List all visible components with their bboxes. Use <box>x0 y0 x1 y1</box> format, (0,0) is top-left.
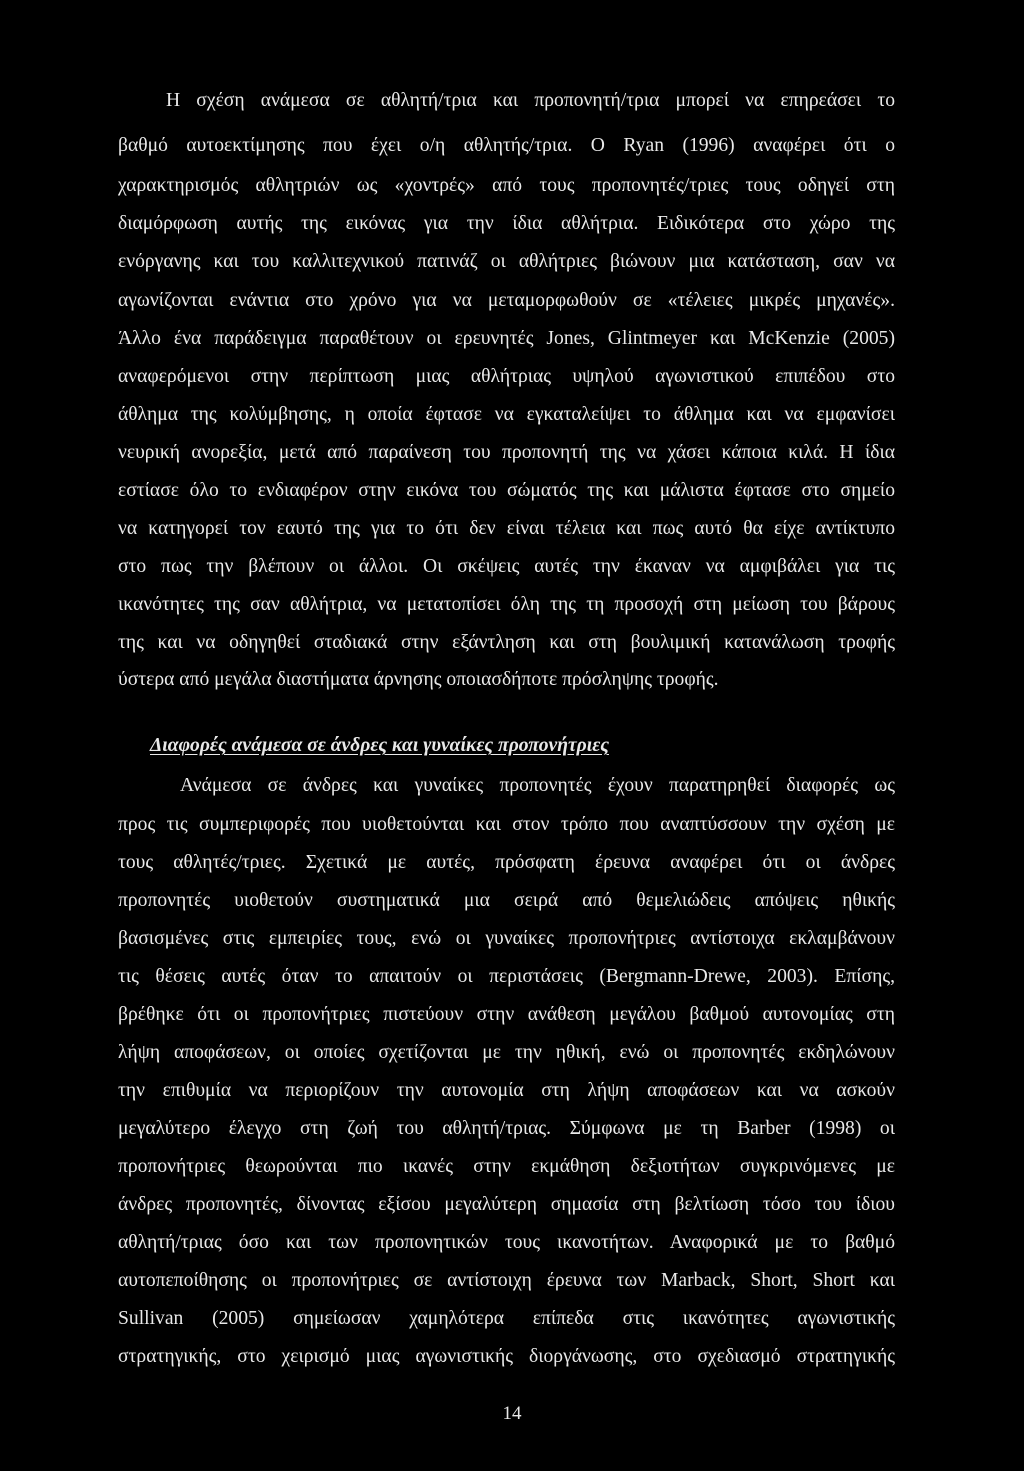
section-line: προς τις συμπεριφορές που υιοθετούνται και στον τρόπο που αναπτύσσουν την σχέση με <box>118 814 895 835</box>
paragraph-line: Η σχέση ανάμεσα σε αθλητή/τρια και προπονητή/τρια μπορεί να επηρεάσει το <box>166 90 895 111</box>
paragraph-line: ύστερα από μεγάλα διαστήματα άρνησης οποιασδήποτε πρόσληψης τροφής. <box>118 669 719 690</box>
section-line: τους αθλητές/τριες. Σχετικά με αυτές, πρόσφατη έρευνα αναφέρει ότι οι άνδρες <box>118 852 895 873</box>
paragraph-line: βαθμό αυτοεκτίμησης που έχει ο/η αθλητής/τρια. Ο Ryan (1996) αναφέρει ότι ο <box>118 135 895 156</box>
section-line: βασισμένες στις εμπειρίες τους, ενώ οι γυναίκες προπονήτριες αντίστοιχα εκλαμβάνουν <box>118 928 895 949</box>
paragraph-line: διαμόρφωση αυτής της εικόνας για την ίδια αθλήτρια. Ειδικότερα στο χώρο της <box>118 213 895 234</box>
section-heading: Διαφορές ανάμεσα σε άνδρες και γυναίκες προπονήτριες <box>150 735 609 756</box>
paragraph-line: χαρακτηρισμός αθλητριών ως «χοντρές» από τους προπονητές/τριες τους οδηγεί στη <box>118 175 895 196</box>
paragraph-line: εστίασε όλο το ενδιαφέρον στην εικόνα του σώματός της και μάλιστα έφτασε στο σημείο <box>118 480 895 501</box>
section-line: μεγαλύτερο έλεγχο στη ζωή του αθλητή/τριας. Σύμφωνα με τη Barber (1998) οι <box>118 1118 895 1139</box>
paragraph-line: νευρική ανορεξία, μετά από παραίνεση του προπονητή της να χάσει κάποια κιλά. Η ίδια <box>118 442 895 463</box>
section-line: προπονήτριες θεωρούνται πιο ικανές στην εκμάθηση δεξιοτήτων συγκρινόμενες με <box>118 1156 895 1177</box>
page-number: 14 <box>502 1403 522 1424</box>
paragraph-line: στο πως την βλέπουν οι άλλοι. Οι σκέψεις αυτές την έκαναν να αμφιβάλει για τις <box>118 556 895 577</box>
section-line: λήψη αποφάσεων, οι οποίες σχετίζονται με την ηθική, ενώ οι προπονητές εκδηλώνουν <box>118 1042 895 1063</box>
paragraph-line: να κατηγορεί τον εαυτό της για το ότι δεν είναι τέλεια και πως αυτό θα είχε αντίκτυπο <box>118 518 895 539</box>
section-line: Sullivan (2005) σημείωσαν χαμηλότερα επίπεδα στις ικανότητες αγωνιστικής <box>118 1308 895 1329</box>
paragraph-line: Άλλο ένα παράδειγμα παραθέτουν οι ερευνητές Jones, Glintmeyer και McKenzie (2005) <box>118 328 895 349</box>
section-line: άνδρες προπονητές, δίνοντας εξίσου μεγαλύτερη σημασία στη βελτίωση τόσο του ίδιου <box>118 1194 895 1215</box>
section-line: βρέθηκε ότι οι προπονήτριες πιστεύουν στην ανάθεση μεγάλου βαθμού αυτονομίας στη <box>118 1004 895 1025</box>
paragraph-line: άθλημα της κολύμβησης, η οποία έφτασε να εγκαταλείψει το άθλημα και να εμφανίσει <box>118 404 895 425</box>
section-line: αυτοπεποίθησης οι προπονήτριες σε αντίστοιχη έρευνα των Marback, Short, Short και <box>118 1270 895 1291</box>
section-line: Ανάμεσα σε άνδρες και γυναίκες προπονητές έχουν παρατηρηθεί διαφορές ως <box>180 775 895 796</box>
paragraph-line: αναφερόμενοι στην περίπτωση μιας αθλήτριας υψηλού αγωνιστικού επιπέδου στο <box>118 366 895 387</box>
paragraph-line: αγωνίζονται ενάντια στο χρόνο για να μεταμορφωθούν σε «τέλειες μικρές μηχανές». <box>118 290 895 311</box>
section-line: αθλητή/τριας όσο και των προπονητικών τους ικανοτήτων. Αναφορικά με το βαθμό <box>118 1232 895 1253</box>
section-line: την επιθυμία να περιορίζουν την αυτονομία στη λήψη αποφάσεων και να ασκούν <box>118 1080 895 1101</box>
paragraph-line: ενόργανης και του καλλιτεχνικού πατινάζ οι αθλήτριες βιώνουν μια κατάσταση, σαν να <box>118 251 895 272</box>
section-line: προπονητές υιοθετούν συστηματικά μια σειρά από θεμελιώδεις απόψεις ηθικής <box>118 890 895 911</box>
section-line: τις θέσεις αυτές όταν το απαιτούν οι περιστάσεις (Bergmann-Drewe, 2003). Επίσης, <box>118 966 895 987</box>
section-line: στρατηγικής, στο χειρισμό μιας αγωνιστικής διοργάνωσης, στο σχεδιασμό στρατηγικής <box>118 1346 895 1367</box>
paragraph-line: ικανότητες της σαν αθλήτρια, να μετατοπίσει όλη της τη προσοχή στη μείωση του βάρους <box>118 594 895 615</box>
paragraph-line: της και να οδηγηθεί σταδιακά στην εξάντληση και στη βουλιμική κατανάλωση τροφής <box>118 632 895 653</box>
